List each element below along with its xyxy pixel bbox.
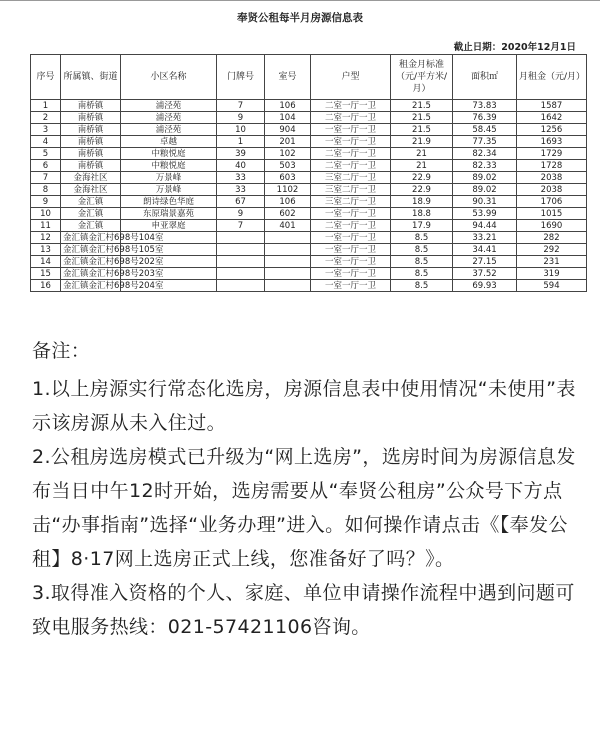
table-cell: 二室一厅一卫 [311, 220, 391, 232]
table-cell: 7 [31, 172, 61, 184]
table-cell: 三室二厅一卫 [311, 184, 391, 196]
table-row [31, 256, 587, 268]
table-cell: 14 [31, 256, 61, 268]
table-cell: 三室二厅一卫 [311, 172, 391, 184]
table-cell: 2038 [517, 184, 587, 196]
table-cell: 三室二厅一卫 [311, 196, 391, 208]
table-cell: 106 [265, 100, 311, 112]
table-cell: 21.9 [391, 136, 453, 148]
table-cell: 中粮悦庭 [121, 160, 217, 172]
table-title: 奉贤公租每半月房源信息表 [237, 12, 363, 24]
table-cell: 602 [265, 208, 311, 220]
table-row [31, 148, 587, 160]
table-cell: 9 [31, 196, 61, 208]
column-header: 门牌号 [217, 55, 265, 100]
table-cell: 34.41 [453, 244, 517, 256]
table-cell: 二室一厅一卫 [311, 148, 391, 160]
table-cell: 浦泾苑 [121, 112, 217, 124]
table-row [31, 172, 587, 184]
table-cell: 1693 [517, 136, 587, 148]
table-cell: 南桥镇 [61, 160, 121, 172]
table-cell [265, 256, 311, 268]
column-header: 所属镇、街道 [61, 55, 121, 100]
table-cell: 南桥镇 [61, 124, 121, 136]
table-row [31, 220, 587, 232]
table-cell: 104 [265, 112, 311, 124]
table-cell: 18.8 [391, 208, 453, 220]
table-cell: 33 [217, 172, 265, 184]
table-cell: 58.45 [453, 124, 517, 136]
table-cell: 292 [517, 244, 587, 256]
table-cell: 南桥镇 [61, 148, 121, 160]
table-cell [217, 256, 265, 268]
table-cell: 231 [517, 256, 587, 268]
table-cell: 一室一厅一卫 [311, 244, 391, 256]
table-cell: 2038 [517, 172, 587, 184]
table-cell: 8 [31, 184, 61, 196]
table-cell: 5 [31, 148, 61, 160]
table-cell: 6 [31, 160, 61, 172]
table-cell: 102 [265, 148, 311, 160]
table-cell: 二室一厅一卫 [311, 160, 391, 172]
table-cell: 17.9 [391, 220, 453, 232]
table-cell: 金海社区 [61, 172, 121, 184]
table-cell: 1 [217, 136, 265, 148]
notes-heading: 备注： [32, 340, 91, 362]
table-cell [265, 268, 311, 280]
housing-table [30, 54, 587, 292]
table-cell: 282 [517, 232, 587, 244]
table-cell: 904 [265, 124, 311, 136]
table-cell: 1642 [517, 112, 587, 124]
table-cell: 89.02 [453, 184, 517, 196]
table-cell: 万景峰 [121, 184, 217, 196]
table-cell: 39 [217, 148, 265, 160]
column-header: 室号 [265, 55, 311, 100]
table-header-row [31, 55, 587, 100]
table-cell: 一室一厅一卫 [311, 232, 391, 244]
table-cell: 1015 [517, 208, 587, 220]
table-cell: 一室一厅一卫 [311, 124, 391, 136]
table-cell: 11 [31, 220, 61, 232]
table-cell: 1706 [517, 196, 587, 208]
table-row [31, 100, 587, 112]
note-item-3: 3.取得准入资格的个人、家庭、单位申请操作流程中遇到问题可致电服务热线：021-57421106咨询。 [32, 582, 575, 638]
table-cell: 金汇镇金汇村698号105室 [61, 244, 121, 256]
notes-section [32, 334, 582, 644]
table-cell: 21.5 [391, 112, 453, 124]
table-cell: 金汇镇金汇村698号204室 [61, 280, 121, 292]
table-cell: 东原瑞景嘉苑 [121, 208, 217, 220]
table-cell: 金汇镇金汇村698号202室 [61, 256, 121, 268]
table-cell: 1690 [517, 220, 587, 232]
table-cell: 22.9 [391, 172, 453, 184]
table-cell: 一室一厅一卫 [311, 280, 391, 292]
table-cell: 40 [217, 160, 265, 172]
table-cell: 77.35 [453, 136, 517, 148]
table-cell: 3 [31, 124, 61, 136]
table-cell: 南桥镇 [61, 136, 121, 148]
table-cell: 16 [31, 280, 61, 292]
table-cell: 106 [265, 196, 311, 208]
table-row [31, 136, 587, 148]
table-cell: 53.99 [453, 208, 517, 220]
table-cell: 21 [391, 160, 453, 172]
table-cell: 1587 [517, 100, 587, 112]
table-cell: 金海社区 [61, 184, 121, 196]
table-cell: 二室一厅一卫 [311, 112, 391, 124]
table-cell: 7 [217, 220, 265, 232]
table-cell [265, 232, 311, 244]
table-cell: 73.83 [453, 100, 517, 112]
table-cell: 中粮悦庭 [121, 148, 217, 160]
table-cell: 一室一厅一卫 [311, 268, 391, 280]
table-row [31, 196, 587, 208]
column-header: 租金月标准（元/平方米/月） [391, 55, 453, 100]
table-cell [217, 244, 265, 256]
table-cell: 33.21 [453, 232, 517, 244]
table-cell: 21 [391, 148, 453, 160]
table-cell: 8.5 [391, 280, 453, 292]
table-cell: 10 [217, 124, 265, 136]
table-cell: 67 [217, 196, 265, 208]
table-cell: 1 [31, 100, 61, 112]
table-cell: 1102 [265, 184, 311, 196]
table-cell: 4 [31, 136, 61, 148]
table-cell: 90.31 [453, 196, 517, 208]
table-cell: 金汇镇 [61, 220, 121, 232]
top-border [0, 0, 600, 1]
table-cell: 76.39 [453, 112, 517, 124]
table-cell: 22.9 [391, 184, 453, 196]
table-cell: 9 [217, 112, 265, 124]
table-cell: 浦泾苑 [121, 124, 217, 136]
table-cell: 69.93 [453, 280, 517, 292]
table-cell: 南桥镇 [61, 112, 121, 124]
table-row [31, 160, 587, 172]
table-cell: 一室一厅一卫 [311, 208, 391, 220]
table-cell: 一室一厅一卫 [311, 136, 391, 148]
table-cell [265, 280, 311, 292]
table-cell: 浦泾苑 [121, 100, 217, 112]
table-cell: 1256 [517, 124, 587, 136]
table-cell: 申亚翠庭 [121, 220, 217, 232]
table-cell: 朗诗绿色华庭 [121, 196, 217, 208]
table-row [31, 184, 587, 196]
table-cell: 94.44 [453, 220, 517, 232]
table-cell: 二室一厅一卫 [311, 100, 391, 112]
column-header: 面积㎡ [453, 55, 517, 100]
table-cell: 401 [265, 220, 311, 232]
table-cell: 9 [217, 208, 265, 220]
table-cell: 27.15 [453, 256, 517, 268]
table-cell: 603 [265, 172, 311, 184]
table-cell: 594 [517, 280, 587, 292]
note-item-1: 1.以上房源实行常态化选房，房源信息表中使用情况“未使用”表示该房源从未入住过。 [32, 378, 576, 434]
table-cell [265, 244, 311, 256]
table-cell: 13 [31, 244, 61, 256]
table-cell: 21.5 [391, 100, 453, 112]
table-row [31, 280, 587, 292]
column-header: 序号 [31, 55, 61, 100]
table-row [31, 208, 587, 220]
table-cell [217, 232, 265, 244]
housing-table-image [0, 0, 600, 330]
table-cell: 21.5 [391, 124, 453, 136]
table-cell: 82.33 [453, 160, 517, 172]
table-cell: 金汇镇 [61, 208, 121, 220]
table-row [31, 268, 587, 280]
table-cell: 7 [217, 100, 265, 112]
table-cell: 1728 [517, 160, 587, 172]
table-cell: 8.5 [391, 268, 453, 280]
table-cell: 卓越 [121, 136, 217, 148]
note-item-2: 2.公租房选房模式已升级为“网上选房”，选房时间为房源信息发布当日中午12时开始，选房需要从“奉贤公租房”公众号下方点击“办事指南”选择“业务办理”进入。如何操作请点击《【奉发公租】8·17网上选房正式上线，您准备好了吗？》。 [32, 446, 576, 570]
column-header: 小区名称 [121, 55, 217, 100]
table-cell: 万景峰 [121, 172, 217, 184]
table-cell: 8.5 [391, 256, 453, 268]
table-cell: 18.9 [391, 196, 453, 208]
table-cell: 2 [31, 112, 61, 124]
table-cell: 37.52 [453, 268, 517, 280]
table-cell [217, 268, 265, 280]
table-row [31, 244, 587, 256]
table-cell: 南桥镇 [61, 100, 121, 112]
table-cell: 33 [217, 184, 265, 196]
table-cell: 503 [265, 160, 311, 172]
table-cell: 8.5 [391, 232, 453, 244]
table-cell: 82.34 [453, 148, 517, 160]
table-cell: 15 [31, 268, 61, 280]
table-cell: 金汇镇 [61, 196, 121, 208]
table-cell [217, 280, 265, 292]
table-cell: 89.02 [453, 172, 517, 184]
table-cell: 金汇镇金汇村698号203室 [61, 268, 121, 280]
column-header: 户型 [311, 55, 391, 100]
table-row [31, 112, 587, 124]
table-cell: 12 [31, 232, 61, 244]
table-row [31, 232, 587, 244]
table-cell: 10 [31, 208, 61, 220]
table-cell: 金汇镇金汇村698号104室 [61, 232, 121, 244]
table-cell: 8.5 [391, 244, 453, 256]
cutoff-date: 截止日期：2020年12月1日 [453, 42, 576, 53]
table-cell: 319 [517, 268, 587, 280]
column-header: 月租金（元/月） [517, 55, 587, 100]
table-cell: 一室一厅一卫 [311, 256, 391, 268]
table-cell: 201 [265, 136, 311, 148]
table-cell: 1729 [517, 148, 587, 160]
table-row [31, 124, 587, 136]
